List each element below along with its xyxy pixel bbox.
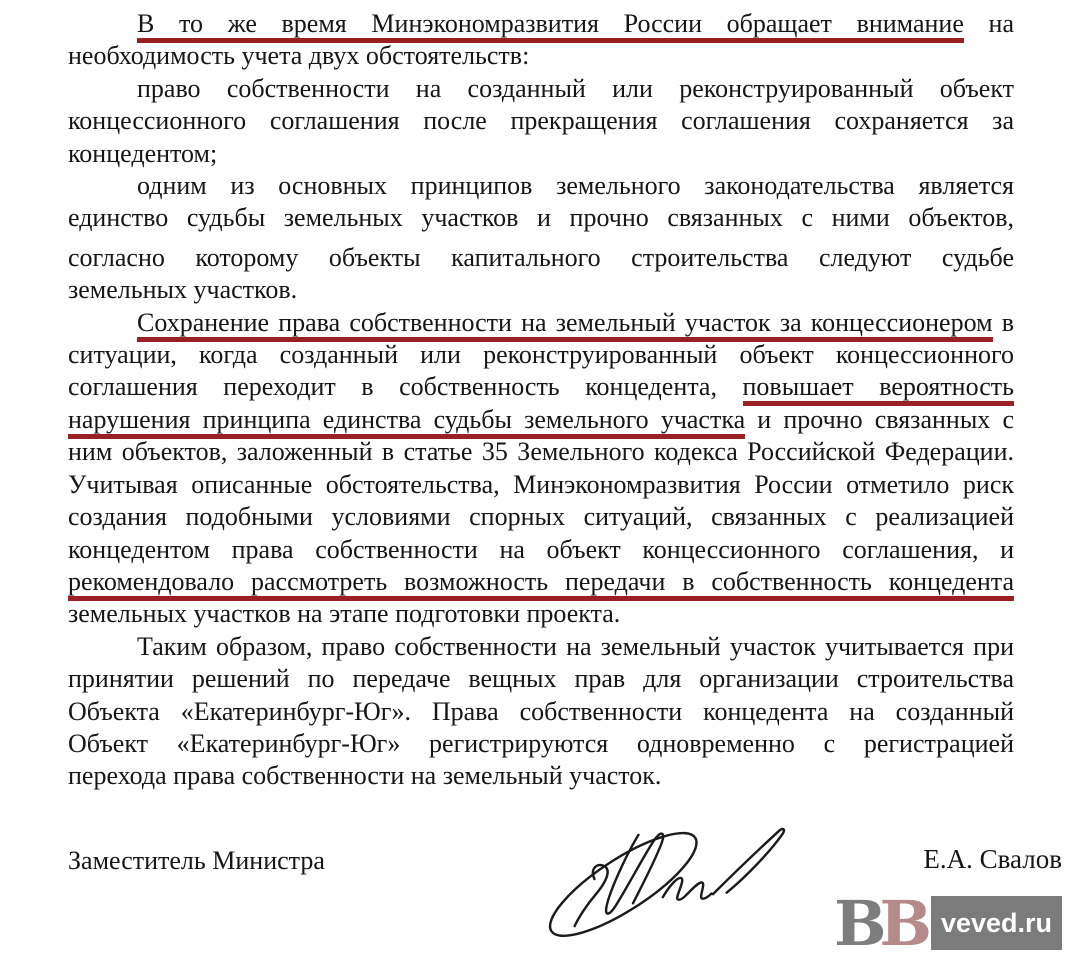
text-line <box>68 598 1014 630</box>
text-segment: в <box>992 307 1014 337</box>
text-line <box>68 138 1014 170</box>
text-line <box>68 663 1014 695</box>
text-segment: соглашения переходит в собственность концедента, <box>68 372 743 402</box>
text-segment: концессионного соглашения после прекращения соглашения сохраняется за <box>68 106 1014 136</box>
text-line <box>68 760 1014 792</box>
signer-name: Е.А. Свалов <box>923 844 1062 874</box>
text-segment: Учитывая описанные обстоятельства, Минэкономразвития России отметило риск <box>68 469 1014 499</box>
red-underlined-text: рекомендовало рассмотреть возможность передачи в собственность концедента <box>68 567 1014 601</box>
text-segment: перехода права собственности на земельный участок. <box>68 761 662 791</box>
signer-title: Заместитель Министра <box>68 846 325 875</box>
text-line <box>68 202 1014 234</box>
text-segment: ним объектов, заложенный в статье 35 Земельного кодекса Российской Федерации. <box>68 437 1014 467</box>
red-underlined-text: Сохранение права собственности на земельный участок за концессионером <box>137 308 993 342</box>
text-segment: одним из основных принципов земельного законодательства является <box>137 171 1014 201</box>
text-segment: Объект «Екатеринбург-Юг» регистрируются одновременно с регистрацией <box>68 728 1014 758</box>
text-segment: необходимость учета двух обстоятельств: <box>68 41 530 71</box>
text-line <box>68 534 1014 566</box>
red-underlined-text: повышает вероятность <box>743 372 1015 406</box>
watermark-site-label: veved.ru <box>931 896 1062 950</box>
red-underlined-text: В то же время Минэкономразвития России обращает внимание <box>137 9 964 43</box>
text-line <box>68 274 1014 306</box>
letter-b-icon: B <box>834 887 880 960</box>
text-line <box>68 371 1014 403</box>
text-segment: на <box>963 9 1014 38</box>
text-segment: ситуации, когда созданный или реконструированный объект концессионного <box>68 340 1014 370</box>
text-line <box>68 170 1014 202</box>
text-segment: концедентом права собственности на объект концессионного соглашения, и <box>68 534 1014 564</box>
text-segment: и прочно связанных с <box>745 404 1014 434</box>
text-segment: земельных участков на этапе подготовки проекта. <box>68 599 621 629</box>
text-segment: создания подобными условиями спорных ситуаций, связанных с реализацией <box>68 502 1014 532</box>
text-line <box>68 631 1014 663</box>
text-line <box>68 8 1014 40</box>
text-line <box>68 728 1014 760</box>
text-line <box>68 501 1014 533</box>
letter-b-icon: B <box>879 887 925 960</box>
text-segment: Таким образом, право собственности на земельный участок учитывается при <box>137 631 1014 661</box>
watermark <box>834 887 1062 960</box>
text-line <box>68 307 1014 339</box>
text-line <box>68 105 1014 137</box>
text-line <box>68 242 1014 274</box>
text-line <box>68 469 1014 501</box>
red-underlined-text: нарушения принципа единства судьбы земельного участка <box>68 405 745 439</box>
text-line <box>68 436 1014 468</box>
text-segment: право собственности на созданный или реконструированный объект <box>137 73 1014 103</box>
text-line <box>68 696 1014 728</box>
text-segment: концедентом; <box>68 138 218 168</box>
text-segment: согласно которому объекты капитального строительства следуют судьбе <box>68 242 1014 272</box>
text-line <box>68 339 1014 371</box>
handwritten-signature-icon <box>528 806 828 958</box>
document-text <box>68 8 1014 793</box>
text-line <box>68 566 1014 598</box>
text-line <box>68 40 1014 72</box>
text-line <box>68 404 1014 436</box>
text-segment: Объекта «Екатеринбург-Юг». Права собственности концедента на созданный <box>68 696 1014 726</box>
text-segment: принятии решений по передаче вещных прав для организации строительства <box>68 664 1014 694</box>
text-line <box>68 73 1014 105</box>
text-segment: единство судьбы земельных участков и прочно связанных с ними объектов, <box>68 203 1014 233</box>
watermark-letters <box>834 887 925 960</box>
text-segment: земельных участков. <box>68 275 298 305</box>
